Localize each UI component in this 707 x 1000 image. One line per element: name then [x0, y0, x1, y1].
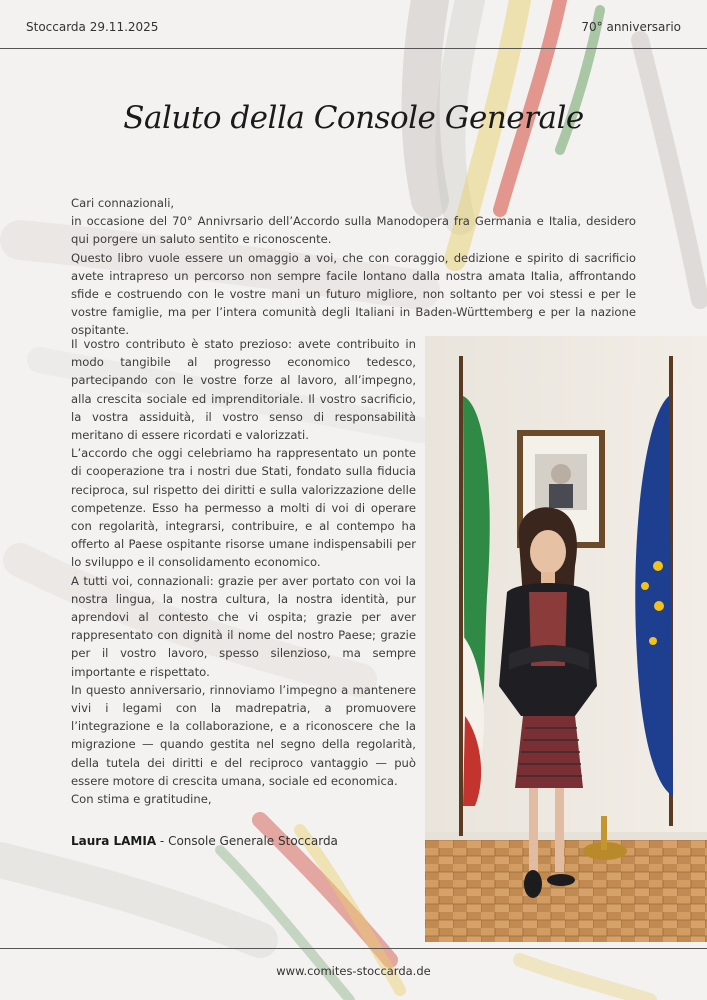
signature-role: - Console Generale Stoccarda	[156, 834, 338, 848]
body-paragraph: In questo anniversario, rinnoviamo l’impegno a mantenere vivi i legami con la madrepatria, a promuovere l’integrazione e la collaborazione, e a riconoscere che la migrazione — quando gestita nel segno della regolarità, della tutela dei diritti e del reciproco vantaggio — può essere motore di crescita umana, sociale ed economica.	[71, 682, 416, 788]
header-divider	[0, 48, 707, 49]
header-anniversary: 70° anniversario	[581, 20, 681, 34]
body-column	[71, 335, 416, 808]
header-date: Stoccarda 29.11.2025	[26, 20, 159, 34]
page-title: Saluto della Console Generale	[123, 100, 584, 136]
body-paragraph: L’accordo che oggi celebriamo ha rappresentato un ponte di cooperazione tra i nostri due Stati, fondato sulla fiducia reciproca, sul rispetto dei diritti e sulla valorizzazione delle competenze. Esso ha permesso a molti di voi di operare con regolarità, integrarsi, contribuire, e al contempo ha offerto al Paese ospitante risorse umane indispensabili per lo sviluppo e il consolidamento economico.	[71, 446, 416, 570]
footer-website[interactable]: www.comites-stoccarda.de	[276, 964, 431, 978]
body-paragraph: Con stima e gratitudine,	[71, 792, 212, 807]
intro-text	[71, 194, 636, 340]
footer-divider	[0, 948, 707, 949]
body-paragraph: A tutti voi, connazionali: grazie per aver portato con voi la nostra lingua, la nostra cultura, la nostra identità, pur aprendovi al contesto che vi ospita; grazie per aver rappresentato con dignità il nome del nostro Paese; grazie per il vostro lavoro, spesso silenzioso, ma sempre importante e rispettato.	[71, 573, 416, 679]
intro-paragraph: Cari connazionali,	[71, 196, 175, 210]
body-paragraph: Il vostro contributo è stato prezioso: avete contribuito in modo tangibile al progresso economico tedesco, partecipando con le vostre forze al lavoro, all’impegno, alla crescita sociale ed imprenditoriale. Il vostro sacrificio, la vostra assiduità, il vostro senso di responsabilità meritano di essere ricordati e valorizzati.	[71, 337, 416, 443]
signature	[71, 834, 338, 848]
intro-paragraph: Questo libro vuole essere un omaggio a voi, che con coraggio, dedizione e spirito di sacrificio avete intrapreso un percorso non sempre facile lontano dalla nostra amata Italia, affrontando sfide e costruendo con le vostre mani un futuro migliore, non soltanto per voi stessi e per le vostre famiglie, ma per l’intera comunità degli Italiani in Baden-Württemberg e per la nazione ospitante.	[71, 250, 636, 338]
intro-paragraph: in occasione del 70° Annivrsario dell’Accordo sulla Manodopera fra Germania e Italia, desidero qui porgere un saluto sentito e riconoscente.	[71, 214, 636, 247]
consul-photo	[425, 336, 707, 942]
signature-name: Laura LAMIA	[71, 834, 157, 848]
